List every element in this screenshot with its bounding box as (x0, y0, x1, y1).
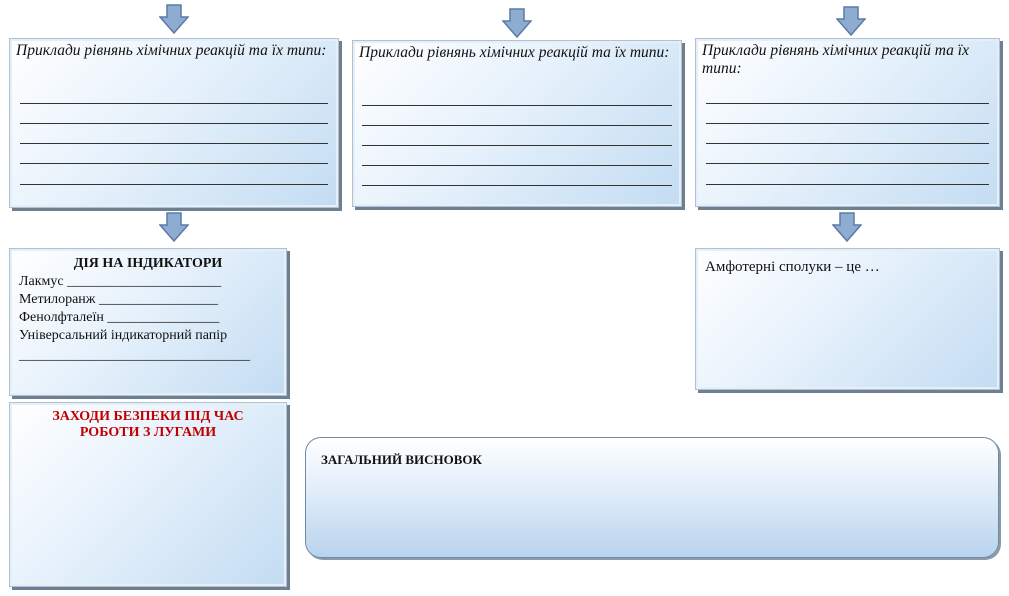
arrow-down-icon (502, 8, 532, 38)
examples-title: Приклади рівнянь хімічних реакцій та їх типи: (359, 44, 670, 61)
blank-line (362, 145, 672, 146)
examples-box-3 (695, 38, 1000, 207)
examples-box-2 (352, 40, 682, 207)
blank-line (20, 163, 328, 164)
blank-line (362, 125, 672, 126)
indicator-litmus: Лакмус ______________________ (19, 274, 222, 289)
indicator-blank-line: _________________________________ (19, 348, 250, 363)
blank-line (706, 184, 989, 185)
blank-line (362, 185, 672, 186)
amphoteric-box (695, 248, 1000, 390)
examples-title: Приклади рівнянь хімічних реакцій та їх типи: (702, 42, 969, 77)
arrow-down-icon (832, 212, 862, 242)
conclusion-box (305, 437, 999, 558)
blank-line (20, 123, 328, 124)
safety-title: ЗАХОДИ БЕЗПЕКИ ПІД ЧАС РОБОТИ З ЛУГАМИ (52, 409, 244, 440)
blank-line (362, 165, 672, 166)
examples-box-1 (9, 38, 339, 208)
blank-line (20, 103, 328, 104)
arrow-down-icon (836, 6, 866, 36)
examples-title: Приклади рівнянь хімічних реакцій та їх типи: (16, 42, 327, 59)
blank-line (20, 143, 328, 144)
indicators-box (9, 248, 287, 396)
safety-box (9, 402, 287, 587)
conclusion-title: ЗАГАЛЬНИЙ ВИСНОВОК (321, 452, 482, 467)
blank-line (706, 123, 989, 124)
blank-line (20, 184, 328, 185)
indicator-phenolphthalein: Фенолфталеїн ________________ (19, 310, 220, 325)
arrow-down-icon (159, 4, 189, 34)
blank-line (362, 105, 672, 106)
amphoteric-text: Амфотерні сполуки – це … (705, 259, 880, 275)
indicator-methyl-orange: Метилоранж _________________ (19, 292, 218, 307)
blank-line (706, 103, 989, 104)
blank-line (706, 143, 989, 144)
indicators-title: ДІЯ НА ІНДИКАТОРИ (73, 256, 223, 271)
blank-line (706, 163, 989, 164)
arrow-down-icon (159, 212, 189, 242)
indicator-universal-paper: Універсальний індикаторний папір (19, 328, 228, 343)
